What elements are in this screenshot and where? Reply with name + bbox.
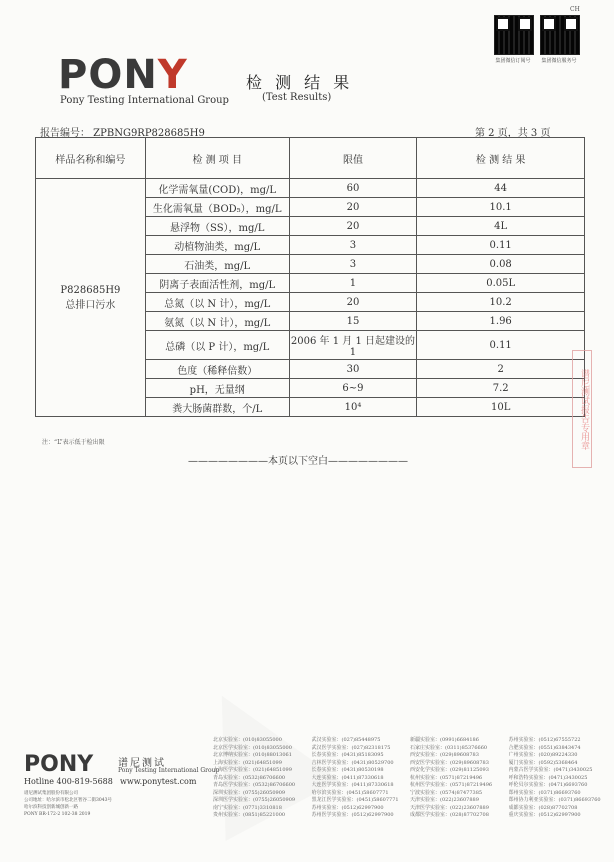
- lab-entry: 宁波实验室：(0574)87477385: [410, 789, 483, 796]
- lab-entry: 天津医学实验室：(022)23607889: [410, 804, 489, 811]
- lab-entry: 西安化学实验室：(029)81125093: [410, 767, 489, 773]
- lab-entry: 郑州协力利亚实验室：(0371)86693760: [508, 797, 601, 803]
- report-number: 报告编号： ZPBNG9RP828685H9: [40, 128, 205, 139]
- corner-mark: CH: [570, 6, 580, 13]
- footer-company-cn: 谱尼测试: [118, 758, 166, 769]
- lab-entry: 青岛医学实验室：(0532)86706600: [213, 782, 296, 788]
- lab-entry: 深圳医学实验室：(0755)26050909: [213, 797, 296, 803]
- footer-company-line: 哈尔滨科技创新城创新一路: [24, 805, 78, 810]
- cell-result: 10L: [417, 398, 585, 417]
- lab-entry: 呼伦贝尔实验室：(0471)6693760: [508, 782, 588, 788]
- cell-limit: 30: [289, 360, 417, 379]
- lab-entry: 大连实验室：(0411)87330618: [311, 774, 384, 781]
- cell-limit: 6~9: [289, 379, 417, 398]
- lab-entry: 苏州实验室：(0512)62997900: [311, 804, 384, 811]
- lab-entry: 成都医学实验室：(028)87702708: [410, 812, 489, 818]
- footer-company-line: 公司地址：哈尔滨市松北区智谷二街3043号: [24, 798, 112, 803]
- cell-item: 生化需氧量（BOD₅），mg/L: [145, 198, 289, 217]
- lab-entry: 合肥实验室：(0551)63843474: [508, 744, 581, 751]
- lab-entry: 上海医学实验室：(021)64851099: [213, 767, 292, 773]
- logo-text-main: PON: [58, 52, 158, 98]
- qr-code-subscription: [494, 15, 534, 55]
- logo-text-accent: Y: [157, 52, 188, 98]
- cell-result: 10.2: [417, 293, 585, 312]
- cell-result: 0.11: [417, 331, 585, 360]
- sample-id: P828685H9: [60, 284, 121, 296]
- cell-item: 化学需氧量(COD)，mg/L: [145, 179, 289, 198]
- cell-limit: 15: [289, 312, 417, 331]
- page-info: 第 2 页，共 3 页: [475, 128, 551, 139]
- qr-code-service: [540, 15, 580, 55]
- cell-limit: 2006 年 1 月 1 日起建设的 1: [289, 331, 417, 360]
- cell-item: 氨氮（以 N 计），mg/L: [145, 312, 289, 331]
- lab-entry: 长春实验室：(0431)85183095: [311, 752, 384, 758]
- cell-limit: 20: [289, 293, 417, 312]
- lab-entry: 新疆实验室：(0991)6684186: [410, 737, 479, 743]
- header-item: 检 测 项 目: [145, 138, 289, 179]
- footer-hotline: Hotline 400-819-5688: [24, 777, 113, 786]
- table-row: [36, 179, 585, 198]
- lab-entry: 黑龙江医学实验室：(0451)58607771: [311, 797, 399, 803]
- cell-limit: 3: [289, 236, 417, 255]
- lab-entry: 厦门实验室：(0592)5368464: [508, 759, 578, 766]
- lab-entry: 哈尔滨实验室：(0451)58607771: [311, 789, 389, 796]
- lab-directory: [213, 736, 603, 818]
- lab-entry: 深圳实验室：(0755)26050909: [213, 789, 286, 796]
- table-header-row: [36, 138, 585, 179]
- cell-limit: 1: [289, 274, 417, 293]
- lab-entry: 北京博纳实验室：(010)88013061: [213, 752, 292, 758]
- cell-result: 44: [417, 179, 585, 198]
- cell-item: 总磷（以 P 计），mg/L: [145, 331, 289, 360]
- footer-logo: PONY: [24, 752, 94, 777]
- cell-item: pH，无量纲: [145, 379, 289, 398]
- cell-item: 色度（稀释倍数）: [145, 360, 289, 379]
- qr-label-service: 集团微信服务号: [541, 58, 577, 64]
- cell-limit: 3: [289, 255, 417, 274]
- lab-entry: 苏州医学实验室：(0512)62997900: [311, 812, 394, 818]
- cell-result: 1.96: [417, 312, 585, 331]
- table-note: 注：“L”表示低于检出限: [42, 439, 105, 446]
- lab-entry: 上海实验室：(021)64851099: [213, 759, 282, 766]
- lab-entry: 郑州实验室：(0371)86693760: [508, 789, 581, 796]
- lab-entry: 内蒙古医学实验室：(0471)3430025: [508, 767, 593, 773]
- lab-entry: 杭州实验室：(0571)87219496: [410, 774, 483, 781]
- cell-result: 10.1: [417, 198, 585, 217]
- lab-entry: 天津实验室：(022)23607889: [410, 797, 479, 803]
- cell-limit: 20: [289, 198, 417, 217]
- lab-entry: 呼和浩特实验室：(0471)3430025: [508, 774, 588, 781]
- header-sample: 样品名称和编号: [36, 138, 146, 179]
- header-limit: 限值: [289, 138, 417, 179]
- footer-website: www.ponytest.com: [120, 777, 197, 786]
- logo-subtitle: Pony Testing International Group: [60, 95, 229, 106]
- lab-entry: 大连医学实验室：(0411)87330618: [311, 782, 394, 788]
- lab-entry: 成都实验室：(028)87702708: [508, 804, 578, 811]
- cell-result: 4L: [417, 217, 585, 236]
- lab-entry: 广州实验室：(020)89224330: [508, 752, 578, 758]
- cell-result: 2: [417, 360, 585, 379]
- cell-item: 悬浮物（SS），mg/L: [145, 217, 289, 236]
- seal-stamp: 谱尼测试报告专用章: [572, 350, 592, 468]
- cell-limit: 10⁴: [289, 398, 417, 417]
- footer-company-line: PONY BR-172-2 102-38 2019: [24, 812, 91, 817]
- cell-result: 0.11: [417, 236, 585, 255]
- lab-entry: 武汉实验室：(027)85448975: [311, 737, 381, 743]
- lab-entry: 北京实验室：(010)83055000: [213, 737, 282, 743]
- sample-name: 总排口污水: [65, 299, 116, 311]
- lab-entry: 杭州医学实验室：(0571)87219496: [410, 782, 493, 788]
- cell-result: 0.08: [417, 255, 585, 274]
- lab-entry: 西安医学实验室：(029)89608783: [410, 759, 489, 766]
- cell-result: 0.05L: [417, 274, 585, 293]
- footer-company-en: Pony Testing International Group: [118, 767, 220, 774]
- lab-entry: 长春实验室：(0431)80530198: [311, 767, 384, 773]
- sample-cell: [36, 179, 146, 417]
- lab-entry: 南宁实验室：(0771)3310818: [213, 804, 282, 811]
- pony-logo: [58, 52, 188, 98]
- header-result: 检 测 结 果: [417, 138, 585, 179]
- lab-entry: 西安实验室：(029)89608783: [410, 752, 479, 758]
- lab-entry: 重庆实验室：(0512)62997900: [508, 812, 581, 818]
- cell-item: 动植物油类，mg/L: [145, 236, 289, 255]
- lab-entry: 贵州实验室：(0851)85221000: [213, 812, 286, 818]
- end-of-page-text: ————————本页以下空白————————: [188, 456, 408, 467]
- lab-entry: 吉林医学实验室：(0431)80529700: [311, 759, 394, 766]
- qr-label-subscription: 集团微信订阅号: [495, 58, 531, 64]
- cell-item: 阴离子表面活性剂，mg/L: [145, 274, 289, 293]
- results-table: [35, 137, 585, 417]
- lab-entry: 石家庄实验室：(0311)85376660: [410, 744, 488, 751]
- lab-entry: 北京医学实验室：(010)83055000: [213, 744, 292, 751]
- document-subtitle: (Test Results): [262, 92, 332, 103]
- lab-entry: 武汉医学实验室：(027)82318175: [311, 744, 391, 751]
- footer-company-line: 谱尼测试集团股份有限公司: [24, 791, 78, 796]
- lab-entry: 苏州实验室：(0512)67555722: [508, 737, 581, 743]
- cell-item: 石油类，mg/L: [145, 255, 289, 274]
- cell-limit: 60: [289, 179, 417, 198]
- cell-item: 总氮（以 N 计），mg/L: [145, 293, 289, 312]
- document-title: 检 测 结 果: [246, 73, 354, 92]
- lab-entry: 青岛实验室：(0532)86706600: [213, 774, 286, 781]
- cell-item: 粪大肠菌群数，个/L: [145, 398, 289, 417]
- cell-limit: 20: [289, 217, 417, 236]
- cell-result: 7.2: [417, 379, 585, 398]
